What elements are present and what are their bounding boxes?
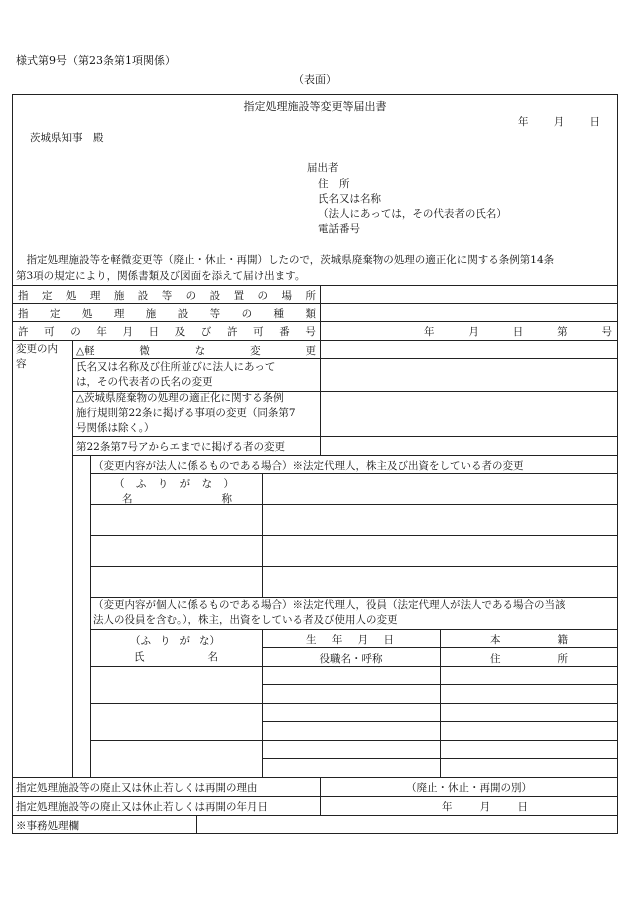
individual-change-heading: （変更内容が個人に係るものである場合）※法定代理人，役員（法定代理人が法人である場合の当該 法人の役員を含む。），株主，出資をしている者及び使用人の変更: [93, 599, 566, 626]
corporate-entry-3[interactable]: [91, 536, 617, 566]
corporate-change-heading: （変更内容が法人に係るものである場合）※法定代理人，株主及び出資をしている者の変更: [93, 460, 524, 472]
individual-entry-1[interactable]: [91, 667, 617, 703]
notifier-heading: 届出者: [307, 162, 339, 174]
location-field[interactable]: [321, 286, 617, 303]
corporate-entry-4[interactable]: [91, 567, 617, 597]
notifier-name-label: 氏名又は名称: [318, 193, 381, 205]
individual-entry-3[interactable]: [91, 741, 617, 777]
office-use-label: ※事務処理欄: [16, 820, 79, 832]
address-label: 住 所: [490, 653, 568, 665]
side-label: （表面）: [293, 73, 337, 86]
rule-change-label: △茨城県廃棄物の処理の適正化に関する条例 施行規則第22条に掲げる事項の変更（同条第7 号関係は除く。）: [76, 392, 296, 434]
submission-date[interactable]: 年 月 日: [518, 116, 600, 128]
name-address-change-label: 氏名又は名称及び住所並びに法人にあって は，その代表者の氏名の変更: [76, 361, 276, 388]
office-use-field[interactable]: [197, 816, 617, 833]
position-title-label: 役職名・呼称: [319, 653, 383, 665]
minor-change-label: △軽 微 な 変 更: [76, 345, 316, 357]
honseki-label: 本 籍: [490, 634, 568, 646]
corporate-entry-2[interactable]: [91, 505, 617, 535]
corporate-furigana-label: （ ふ り が な ）: [114, 478, 234, 490]
minor-change-field[interactable]: [321, 341, 617, 358]
name-address-change-field[interactable]: [321, 359, 617, 391]
individual-entry-2[interactable]: [91, 704, 617, 740]
form-title: 指定処理施設等変更等届出書: [243, 100, 387, 113]
individual-name-label: 氏 名: [134, 651, 218, 663]
form-number: 様式第9号（第23条第1項関係）: [16, 54, 176, 67]
rule-change-field[interactable]: [321, 392, 617, 436]
permit-label: 許 可 の 年 月 日 及 び 許 可 番 号: [18, 326, 316, 338]
corporate-name-label: 名 称: [122, 493, 232, 505]
intro-paragraph: 指定処理施設等を軽微変更等（廃止・休止・再開）したので，茨城県廃棄物の処理の適正化に関する条例第14条 第3項の規定により，関係書類及び図面を添えて届け出ます。: [16, 254, 555, 282]
change-content-label: 変更の内 容: [16, 343, 58, 370]
facility-type-field[interactable]: [321, 304, 617, 321]
article22-change-label: 第22条第7号アからエまでに掲げる者の変更: [76, 441, 286, 453]
notifier-address-label: 住 所: [318, 178, 350, 190]
permit-date-number-field[interactable]: 年 月 日 第 号: [424, 326, 612, 338]
facility-type-label: 指 定 処 理 施 設 等 の 種 類: [18, 308, 316, 320]
abolition-reason-label: 指定処理施設等の廃止又は休止若しくは再開の理由: [16, 782, 258, 794]
notifier-phone-label: 電話番号: [318, 223, 360, 235]
addressee: 茨城県知事 殿: [30, 132, 104, 144]
abolition-date-label: 指定処理施設等の廃止又は休止若しくは再開の年月日: [16, 801, 268, 813]
abolition-date-field[interactable]: 年 月 日: [442, 801, 528, 813]
birth-date-label: 生 年 月 日: [306, 634, 394, 646]
location-label: 指 定 処 理 施 設 等 の 設 置 の 場 所: [18, 290, 316, 302]
individual-furigana-label: （ふ り が な）: [130, 635, 220, 647]
corporate-entry-1[interactable]: [263, 474, 617, 504]
notifier-rep-note: （法人にあっては，その代表者の氏名）: [318, 208, 507, 220]
abolition-reason-field[interactable]: （廃止・休止・再開の別）: [406, 782, 532, 794]
